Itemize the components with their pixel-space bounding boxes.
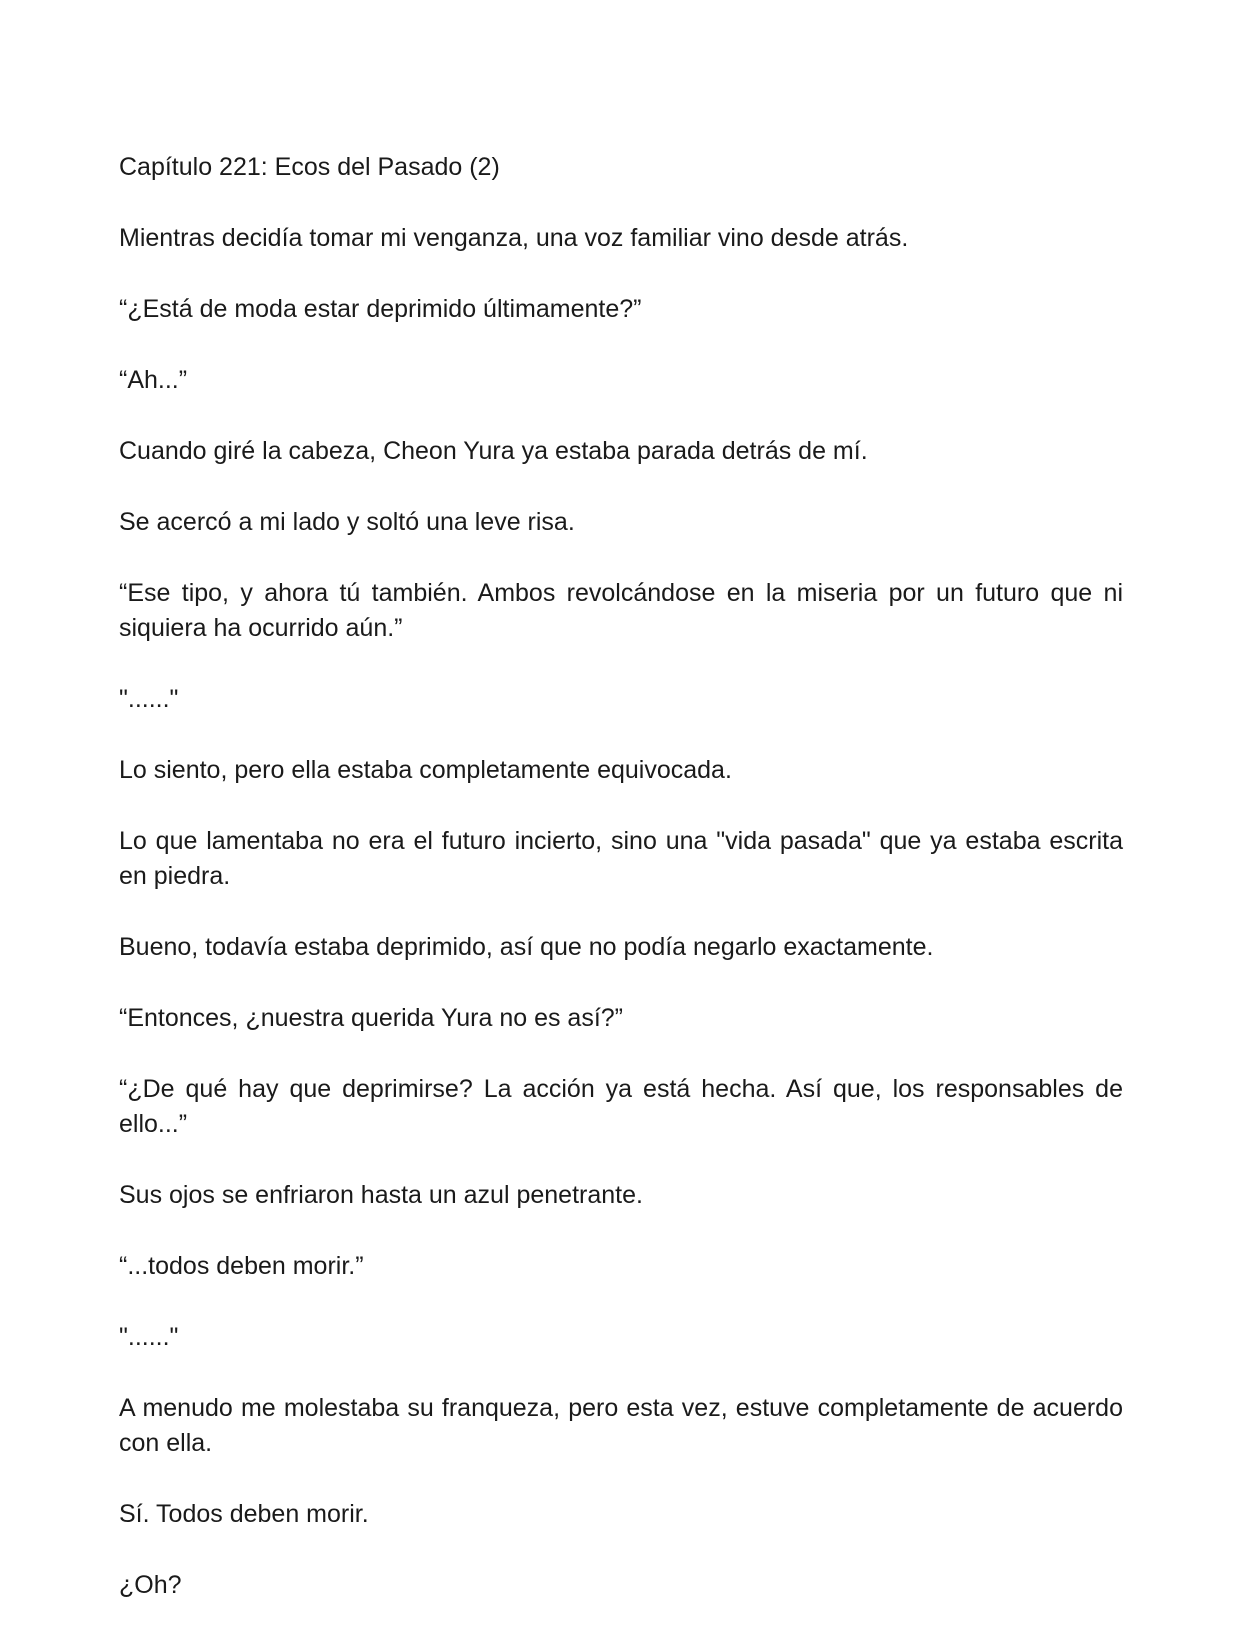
chapter-title: Capítulo 221: Ecos del Pasado (2) — [119, 153, 500, 181]
paragraph: Se acercó a mi lado y soltó una leve risa. — [119, 508, 575, 536]
paragraph: “¿Está de moda estar deprimido últimamente?” — [119, 295, 642, 323]
paragraph: "......" — [119, 685, 179, 713]
paragraph: “...todos deben morir.” — [119, 1252, 364, 1280]
paragraph: Bueno, todavía estaba deprimido, así que no podía negarlo exactamente. — [119, 933, 934, 961]
paragraph: Cuando giré la cabeza, Cheon Yura ya estaba parada detrás de mí. — [119, 437, 868, 465]
paragraph: “Ese tipo, y ahora tú también. Ambos revolcándose en la miseria por un futuro que ni siquiera ha ocurrido aún.” — [119, 579, 1123, 642]
paragraph: Sí. Todos deben morir. — [119, 1500, 369, 1528]
paragraph: "......" — [119, 1323, 179, 1351]
paragraph: Mientras decidía tomar mi venganza, una voz familiar vino desde atrás. — [119, 224, 909, 252]
document-body — [119, 150, 1123, 1639]
paragraph: “¿De qué hay que deprimirse? La acción ya está hecha. Así que, los responsables de ello...” — [119, 1075, 1123, 1138]
paragraph: ¿Oh? — [119, 1571, 182, 1599]
paragraph: “Entonces, ¿nuestra querida Yura no es así?” — [119, 1004, 624, 1032]
paragraph: Sus ojos se enfriaron hasta un azul penetrante. — [119, 1181, 643, 1209]
paragraph: A menudo me molestaba su franqueza, pero esta vez, estuve completamente de acuerdo con ella. — [119, 1394, 1123, 1457]
paragraph: “Ah...” — [119, 366, 188, 394]
paragraph: Lo siento, pero ella estaba completamente equivocada. — [119, 756, 732, 784]
paragraph: Lo que lamentaba no era el futuro incierto, sino una "vida pasada" que ya estaba escrita en piedra. — [119, 827, 1123, 890]
